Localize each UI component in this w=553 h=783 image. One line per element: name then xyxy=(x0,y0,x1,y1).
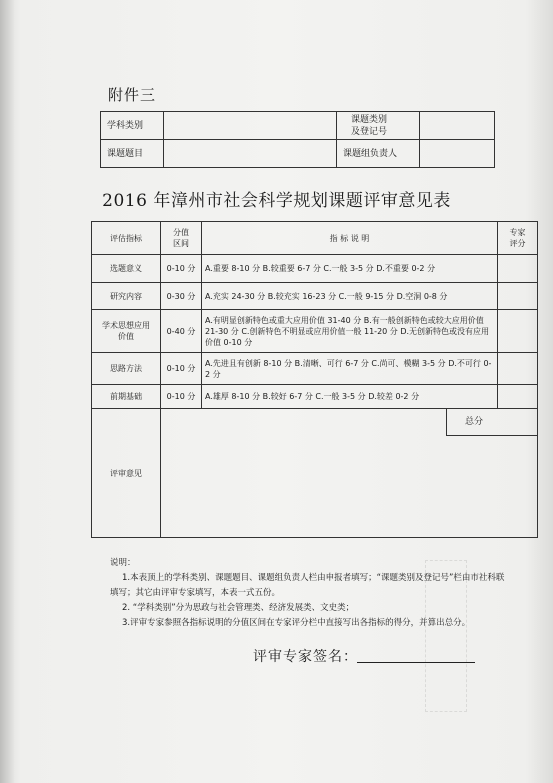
expert-score-field[interactable] xyxy=(498,283,538,310)
table-row xyxy=(92,255,538,283)
page-fold-shadow xyxy=(0,0,14,783)
header-expert-line2: 评分 xyxy=(509,239,526,248)
topic-type-field[interactable] xyxy=(420,112,495,140)
topic-type-label xyxy=(337,112,420,140)
signature-line[interactable] xyxy=(357,662,475,663)
description-cell: A.雄厚 8-10 分 B.较好 6-7 分 C.一般 3-5 分 D.较差 0-2 分 xyxy=(202,385,498,409)
top-info-table xyxy=(100,111,495,168)
range-cell: 0-10 分 xyxy=(161,385,202,409)
notes-section xyxy=(110,556,505,631)
form-title: 2016 年漳州市社会科学规划课题评审意见表 xyxy=(102,191,451,211)
indicator-cell: 前期基础 xyxy=(92,385,161,409)
header-expert-line1: 专家 xyxy=(509,228,526,237)
table-row xyxy=(92,310,538,353)
description-cell: A.重要 8-10 分 B.较重要 6-7 分 C.一般 3-5 分 D.不重要 0-2 分 xyxy=(202,255,498,283)
notes-heading: 说明： xyxy=(110,558,136,568)
table-row xyxy=(92,385,538,409)
signature-label: 评审专家签名： xyxy=(253,649,358,665)
header-score-range-line2: 区间 xyxy=(173,239,189,248)
subject-category-field[interactable] xyxy=(164,112,337,140)
note-item: 1.本表顶上的学科类别、课题题目、课题组负责人栏由申报者填写；“课题类别及登记号”栏由市社科联填写；其它由评审专家填写，本表一式五份。 xyxy=(110,573,505,598)
table-header-row xyxy=(92,222,538,255)
table-row xyxy=(92,353,538,385)
review-label: 评审意见 xyxy=(92,409,161,538)
range-cell: 0-30 分 xyxy=(161,283,202,310)
header-description: 指 标 说 明 xyxy=(202,222,498,255)
subject-category-label: 学科类别 xyxy=(101,112,164,140)
expert-score-field[interactable] xyxy=(498,385,538,409)
review-row xyxy=(92,409,538,538)
total-score-label: 总分 xyxy=(465,416,484,427)
description-cell: A.有明显创新特色或重大应用价值 31-40 分 B.有一般创新特色或较大应用价值 21-30 分 C.创新特色不明显或应用价值一般 11-20 分 D.无创新特色或没有应用价值 0-10 分 xyxy=(202,310,498,353)
description-cell: A.先进且有创新 8-10 分 B.清晰、可行 6-7 分 C.尚可、模糊 3-5 分 D.不可行 0-2 分 xyxy=(202,353,498,385)
header-score-range-line1: 分值 xyxy=(173,228,189,237)
table-row xyxy=(92,283,538,310)
header-indicator: 评估指标 xyxy=(92,222,161,255)
topic-type-label-line2: 及登记号 xyxy=(351,126,388,137)
note-item: 2. “学科类别”分为思政与社会管理类、经济发展类、文史类； xyxy=(122,603,355,613)
indicator-cell: 思路方法 xyxy=(92,353,161,385)
review-opinion-area[interactable] xyxy=(161,409,538,538)
leader-field[interactable] xyxy=(420,140,495,168)
header-score-range xyxy=(161,222,202,255)
topic-type-label-line1: 课题类别 xyxy=(351,114,388,125)
annex-label: 附件三 xyxy=(108,86,157,104)
leader-label: 课题组负责人 xyxy=(337,140,420,168)
expert-score-field[interactable] xyxy=(498,255,538,283)
evaluation-table xyxy=(91,221,538,538)
note-item: 3.评审专家参照各指标说明的分值区间在专家评分栏中直接写出各指标的得分，并算出总分。 xyxy=(122,618,471,628)
indicator-cell: 学术思想应用价值 xyxy=(92,310,161,353)
indicator-cell: 选题意义 xyxy=(92,255,161,283)
expert-score-field[interactable] xyxy=(498,310,538,353)
description-cell: A.充实 24-30 分 B.较充实 16-23 分 C.一般 9-15 分 D.空洞 0-8 分 xyxy=(202,283,498,310)
indicator-cell: 研究内容 xyxy=(92,283,161,310)
review-opinion-box xyxy=(161,409,537,537)
topic-title-label: 课题题目 xyxy=(101,140,164,168)
topic-title-field[interactable] xyxy=(164,140,337,168)
header-expert-score xyxy=(498,222,538,255)
total-score-box[interactable] xyxy=(446,409,537,436)
expert-score-field[interactable] xyxy=(498,353,538,385)
range-cell: 0-40 分 xyxy=(161,310,202,353)
range-cell: 0-10 分 xyxy=(161,255,202,283)
range-cell: 0-10 分 xyxy=(161,353,202,385)
